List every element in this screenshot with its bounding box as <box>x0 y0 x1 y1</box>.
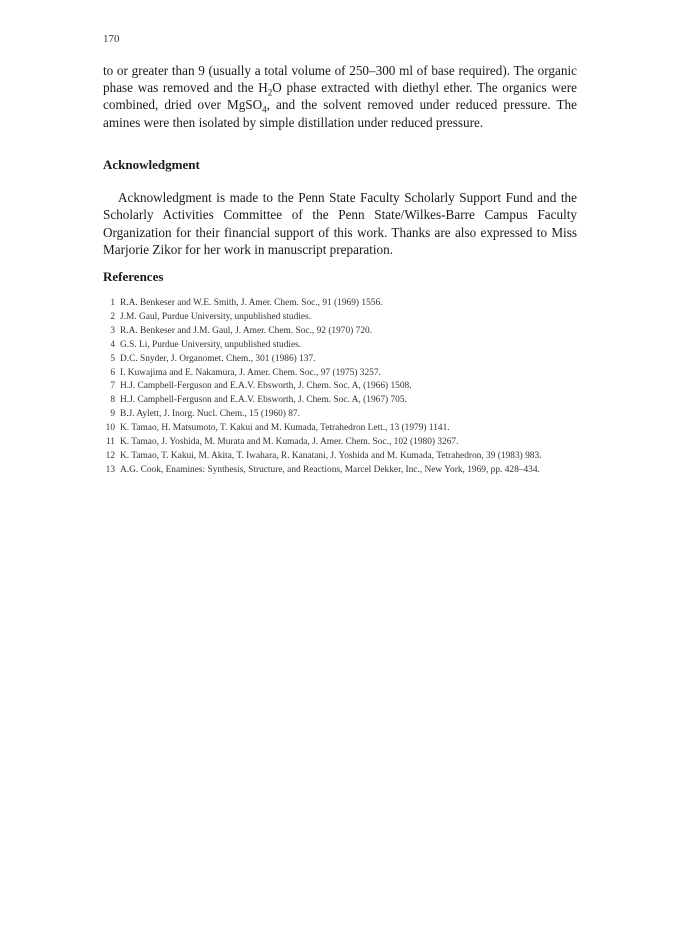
reference-text: H.J. Campbell-Ferguson and E.A.V. Ebsworth, J. Chem. Soc. A, (1966) 1508. <box>120 381 412 392</box>
reference-number: 3 <box>110 325 115 336</box>
reference-item <box>103 464 579 478</box>
reference-number: 4 <box>110 339 115 350</box>
reference-number: 6 <box>110 367 115 378</box>
reference-text: B.J. Aylett, J. Inorg. Nucl. Chem., 15 (1960) 87. <box>120 409 300 420</box>
subscript-2: 2 <box>267 87 273 98</box>
subscript-4: 4 <box>262 105 267 116</box>
reference-text: G.S. Li, Purdue University, unpublished studies. <box>120 339 302 350</box>
page-number: 170 <box>103 33 120 45</box>
reference-number: 10 <box>105 423 115 434</box>
acknowledgment-paragraph: Acknowledgment is made to the Penn State Faculty Scholarly Support Fund and the Scholarly Activities Committee of the Penn State/Wilkes-Barre Campus Faculty Organization for their financial support of this work. Thanks are also expressed to Miss Marjorie Zikor for her work in manuscript preparation. <box>103 190 577 258</box>
reference-number: 7 <box>110 381 115 392</box>
reference-text: R.A. Benkeser and J.M. Gaul, J. Amer. Chem. Soc., 92 (1970) 720. <box>120 325 373 336</box>
reference-number: 5 <box>110 353 115 364</box>
reference-text: A.G. Cook, Enamines: Synthesis, Structure, and Reactions, Marcel Dekker, Inc., New York, 1969, pp. 428–434. <box>120 464 540 475</box>
reference-item <box>103 311 579 325</box>
reference-item <box>103 450 579 464</box>
reference-item <box>103 339 579 353</box>
reference-item <box>103 325 579 339</box>
reference-text: I. Kuwajima and E. Nakamura, J. Amer. Chem. Soc., 97 (1975) 3257. <box>120 367 381 378</box>
reference-text: H.J. Campbell-Ferguson and E.A.V. Ebsworth, J. Chem. Soc. A, (1967) 705. <box>120 395 407 406</box>
reference-item <box>103 422 579 436</box>
reference-number: 1 <box>110 298 115 308</box>
reference-number: 9 <box>110 409 115 420</box>
continued-paragraph <box>103 62 577 131</box>
reference-number: 13 <box>105 464 115 475</box>
reference-item <box>103 353 579 367</box>
reference-number: 8 <box>110 395 115 406</box>
reference-list <box>103 297 579 478</box>
reference-item <box>103 297 579 311</box>
reference-text: K. Tamao, T. Kakui, M. Akita, T. Iwahara, R. Kanatani, J. Yoshida and M. Kumada, Tetrahedron, 39 (1983) 983. <box>120 450 542 461</box>
paragraph-text-part-3: , and the solvent removed under reduced pressure. The amines were then isolated by simple distillation under reduced pressure. <box>103 97 577 130</box>
paragraph-text-part-2: O phase extracted with diethyl ether. The organics were combined, dried over MgSO <box>103 80 577 113</box>
reference-item <box>103 394 579 408</box>
reference-number: 2 <box>110 311 115 322</box>
reference-number: 12 <box>105 450 115 461</box>
reference-item <box>103 367 579 381</box>
reference-number: 11 <box>105 437 115 448</box>
reference-item <box>103 436 579 450</box>
acknowledgment-heading: Acknowledgment <box>103 157 200 172</box>
reference-text: K. Tamao, J. Yoshida, M. Murata and M. Kumada, J. Amer. Chem. Soc., 102 (1980) 3267. <box>120 437 459 448</box>
reference-item <box>103 380 579 394</box>
references-heading: References <box>103 269 164 284</box>
reference-text: J.M. Gaul, Purdue University, unpublished studies. <box>120 311 312 322</box>
reference-text: K. Tamao, H. Matsumoto, T. Kakui and M. Kumada, Tetrahedron Lett., 13 (1979) 1141. <box>120 423 450 434</box>
reference-text: D.C. Snyder, J. Organomet. Chem., 301 (1986) 137. <box>120 353 316 364</box>
reference-item <box>103 408 579 422</box>
reference-text: R.A. Benkeser and W.E. Smith, J. Amer. Chem. Soc., 91 (1969) 1556. <box>120 298 383 308</box>
paragraph-text-part-1: to or greater than 9 (usually a total volume of 250–300 ml of base required). The organic phase was removed and the H <box>103 63 577 96</box>
